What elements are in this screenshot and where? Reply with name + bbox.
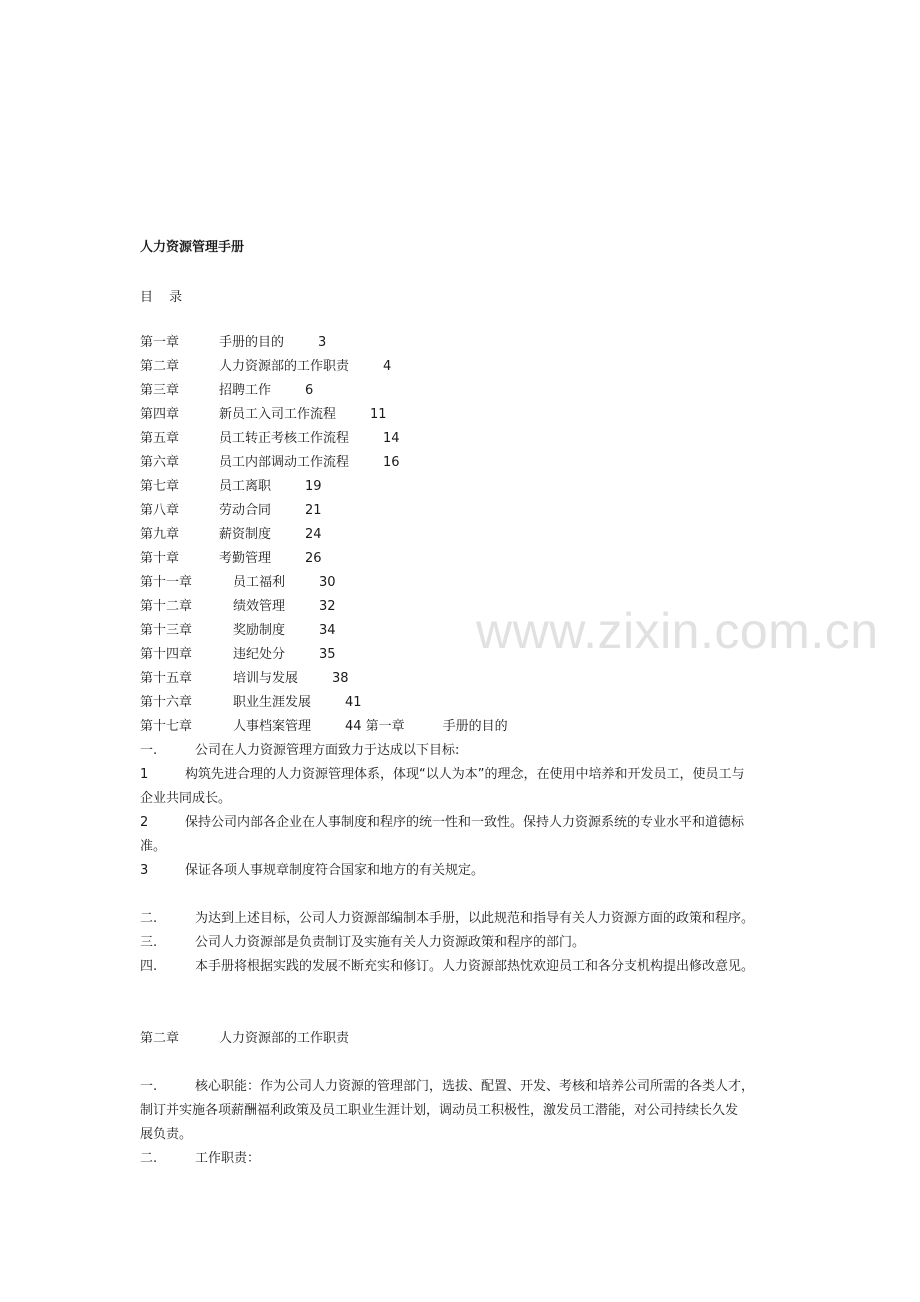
toc-chapter: 第二章 xyxy=(140,359,180,374)
toc-page-number: 11 xyxy=(370,407,387,422)
toc-entry xyxy=(140,715,800,739)
goal-text: 保持公司内部各企业在人事制度和程序的统一性和一致性。保持人力资源系统的专业水平和道德标 xyxy=(185,815,745,830)
toc-entry xyxy=(140,619,800,643)
toc-entry xyxy=(140,379,800,403)
toc-page-number: 32 xyxy=(319,599,336,614)
chapter-title: 手册的目的 xyxy=(442,719,508,734)
toc-chapter: 第一章 xyxy=(140,335,180,350)
toc-page-number: 38 xyxy=(332,671,349,686)
toc-entry xyxy=(140,331,800,355)
toc-chapter: 第十四章 xyxy=(140,647,193,662)
chapter-title: 人力资源部的工作职责 xyxy=(219,1031,350,1046)
toc-page-number: 3 xyxy=(318,335,327,350)
goal-item xyxy=(140,763,800,787)
toc-title: 职业生涯发展 41 xyxy=(233,695,362,710)
paragraph-marker: 四. xyxy=(140,959,158,974)
toc-title: 人力资源部的工作职责 4 xyxy=(219,359,392,374)
toc-chapter: 第十二章 xyxy=(140,599,193,614)
paragraph-text: 公司人力资源部是负责制订及实施有关人力资源政策和程序的部门。 xyxy=(195,935,586,950)
toc-chapter: 第十七章 xyxy=(140,719,193,734)
toc-chapter: 第八章 xyxy=(140,503,180,518)
toc-page-number: 34 xyxy=(319,623,336,638)
toc-chapter: 第十一章 xyxy=(140,575,193,590)
toc-chapter: 第十三章 xyxy=(140,623,193,638)
toc-page-number: 35 xyxy=(319,647,336,662)
toc-page-number: 14 xyxy=(383,431,400,446)
toc-chapter: 第十章 xyxy=(140,551,180,566)
paragraph xyxy=(140,955,800,979)
toc-entry xyxy=(140,451,800,475)
toc-title: 劳动合同 21 xyxy=(219,503,322,518)
chapter-1-body-continued xyxy=(140,907,800,979)
goal-text-continued: 准。 xyxy=(140,839,167,854)
paragraph-text: 本手册将根据实践的发展不断充实和修订。人力资源部热忱欢迎员工和各分支机构提出修改意见。 xyxy=(195,959,755,974)
toc-entry xyxy=(140,499,800,523)
toc-entry xyxy=(140,571,800,595)
toc-title: 员工福利 30 xyxy=(233,575,336,590)
goal-text: 构筑先进合理的人力资源管理体系，体现“以人为本”的理念，在使用中培养和开发员工，使员工与 xyxy=(185,767,745,782)
paragraph-text: 公司在人力资源管理方面致力于达成以下目标: xyxy=(195,743,460,758)
paragraph-marker: 二. xyxy=(140,1151,158,1166)
toc-page-number: 16 xyxy=(383,455,400,470)
toc-page-number: 30 xyxy=(319,575,336,590)
toc-chapter: 第九章 xyxy=(140,527,180,542)
goal-number: 1 xyxy=(140,767,149,782)
paragraph xyxy=(140,1075,800,1099)
toc-entry xyxy=(140,667,800,691)
toc-title: 违纪处分 35 xyxy=(233,647,336,662)
toc-chapter: 第四章 xyxy=(140,407,180,422)
toc-page-number: 44 xyxy=(345,719,362,734)
toc-page-number: 24 xyxy=(305,527,322,542)
toc-chapter: 第六章 xyxy=(140,455,180,470)
toc-chapter: 第十六章 xyxy=(140,695,193,710)
toc-title: 员工转正考核工作流程 14 xyxy=(219,431,400,446)
toc-page-number: 4 xyxy=(383,359,392,374)
toc-title: 绩效管理 32 xyxy=(233,599,336,614)
toc-title: 奖励制度 34 xyxy=(233,623,336,638)
toc-entry xyxy=(140,355,800,379)
paragraph-text-continued: 展负责。 xyxy=(140,1127,193,1142)
toc-entry xyxy=(140,427,800,451)
toc-chapter: 第三章 xyxy=(140,383,180,398)
toc-title: 招聘工作 6 xyxy=(219,383,314,398)
paragraph-marker: 三. xyxy=(140,935,158,950)
watermark: www.zixin.com.cn xyxy=(476,603,879,659)
toc-chapter: 第五章 xyxy=(140,431,180,446)
goal-number: 2 xyxy=(140,815,149,830)
paragraph-marker: 二. xyxy=(140,911,158,926)
goal-text: 保证各项人事规章制度符合国家和地方的有关规定。 xyxy=(185,863,485,878)
paragraph-text: 核心职能：作为公司人力资源的管理部门，选拔、配置、开发、考核和培养公司所需的各类人才， xyxy=(195,1079,755,1094)
toc-title: 员工内部调动工作流程 16 xyxy=(219,455,400,470)
toc-page-number: 41 xyxy=(345,695,362,710)
chapter-1-body xyxy=(140,739,800,883)
chapter-2-heading xyxy=(140,1027,800,1051)
paragraph-text: 工作职责： xyxy=(195,1151,261,1166)
paragraph-text-continued: 制订并实施各项薪酬福利政策及员工职业生涯计划，调动员工积极性，激发员工潜能，对公司持续长久发 xyxy=(140,1103,739,1118)
toc-chapter: 第七章 xyxy=(140,479,180,494)
toc-page-number: 6 xyxy=(305,383,314,398)
toc-title: 新员工入司工作流程 11 xyxy=(219,407,387,422)
toc-heading: 目 录 xyxy=(140,290,189,305)
toc-entry xyxy=(140,475,800,499)
toc-entry xyxy=(140,403,800,427)
paragraph xyxy=(140,931,800,955)
toc-entry xyxy=(140,595,800,619)
goal-item xyxy=(140,859,800,883)
toc-page-number: 19 xyxy=(305,479,322,494)
toc-title: 员工离职 19 xyxy=(219,479,322,494)
toc-entry xyxy=(140,547,800,571)
toc-title: 考勤管理 26 xyxy=(219,551,322,566)
paragraph-marker: 一. xyxy=(140,743,158,758)
goal-item xyxy=(140,811,800,835)
chapter-2-body xyxy=(140,1075,800,1171)
toc-title: 薪资制度 24 xyxy=(219,527,322,542)
chapter-number: 第二章 xyxy=(140,1031,180,1046)
chapter-heading: 第一章 xyxy=(365,719,405,734)
toc-title: 人事档案管理 44 第一章 手册的目的 xyxy=(233,719,508,734)
toc-title: 培训与发展 38 xyxy=(233,671,349,686)
toc-page-number: 26 xyxy=(305,551,322,566)
paragraph xyxy=(140,907,800,931)
toc-entry xyxy=(140,643,800,667)
document-title: 人力资源管理手册 xyxy=(140,240,245,255)
toc-entry xyxy=(140,523,800,547)
table-of-contents xyxy=(140,331,800,739)
toc-entry xyxy=(140,691,800,715)
paragraph-text: 为达到上述目标，公司人力资源部编制本手册，以此规范和指导有关人力资源方面的政策和程序。 xyxy=(195,911,755,926)
chapter-heading-row xyxy=(140,1027,800,1051)
toc-chapter: 第十五章 xyxy=(140,671,193,686)
paragraph xyxy=(140,1147,800,1171)
paragraph xyxy=(140,739,800,763)
toc-title: 手册的目的 3 xyxy=(219,335,327,350)
toc-page-number: 21 xyxy=(305,503,322,518)
goal-text-continued: 企业共同成长。 xyxy=(140,791,232,806)
paragraph-marker: 一. xyxy=(140,1079,158,1094)
goal-number: 3 xyxy=(140,863,149,878)
